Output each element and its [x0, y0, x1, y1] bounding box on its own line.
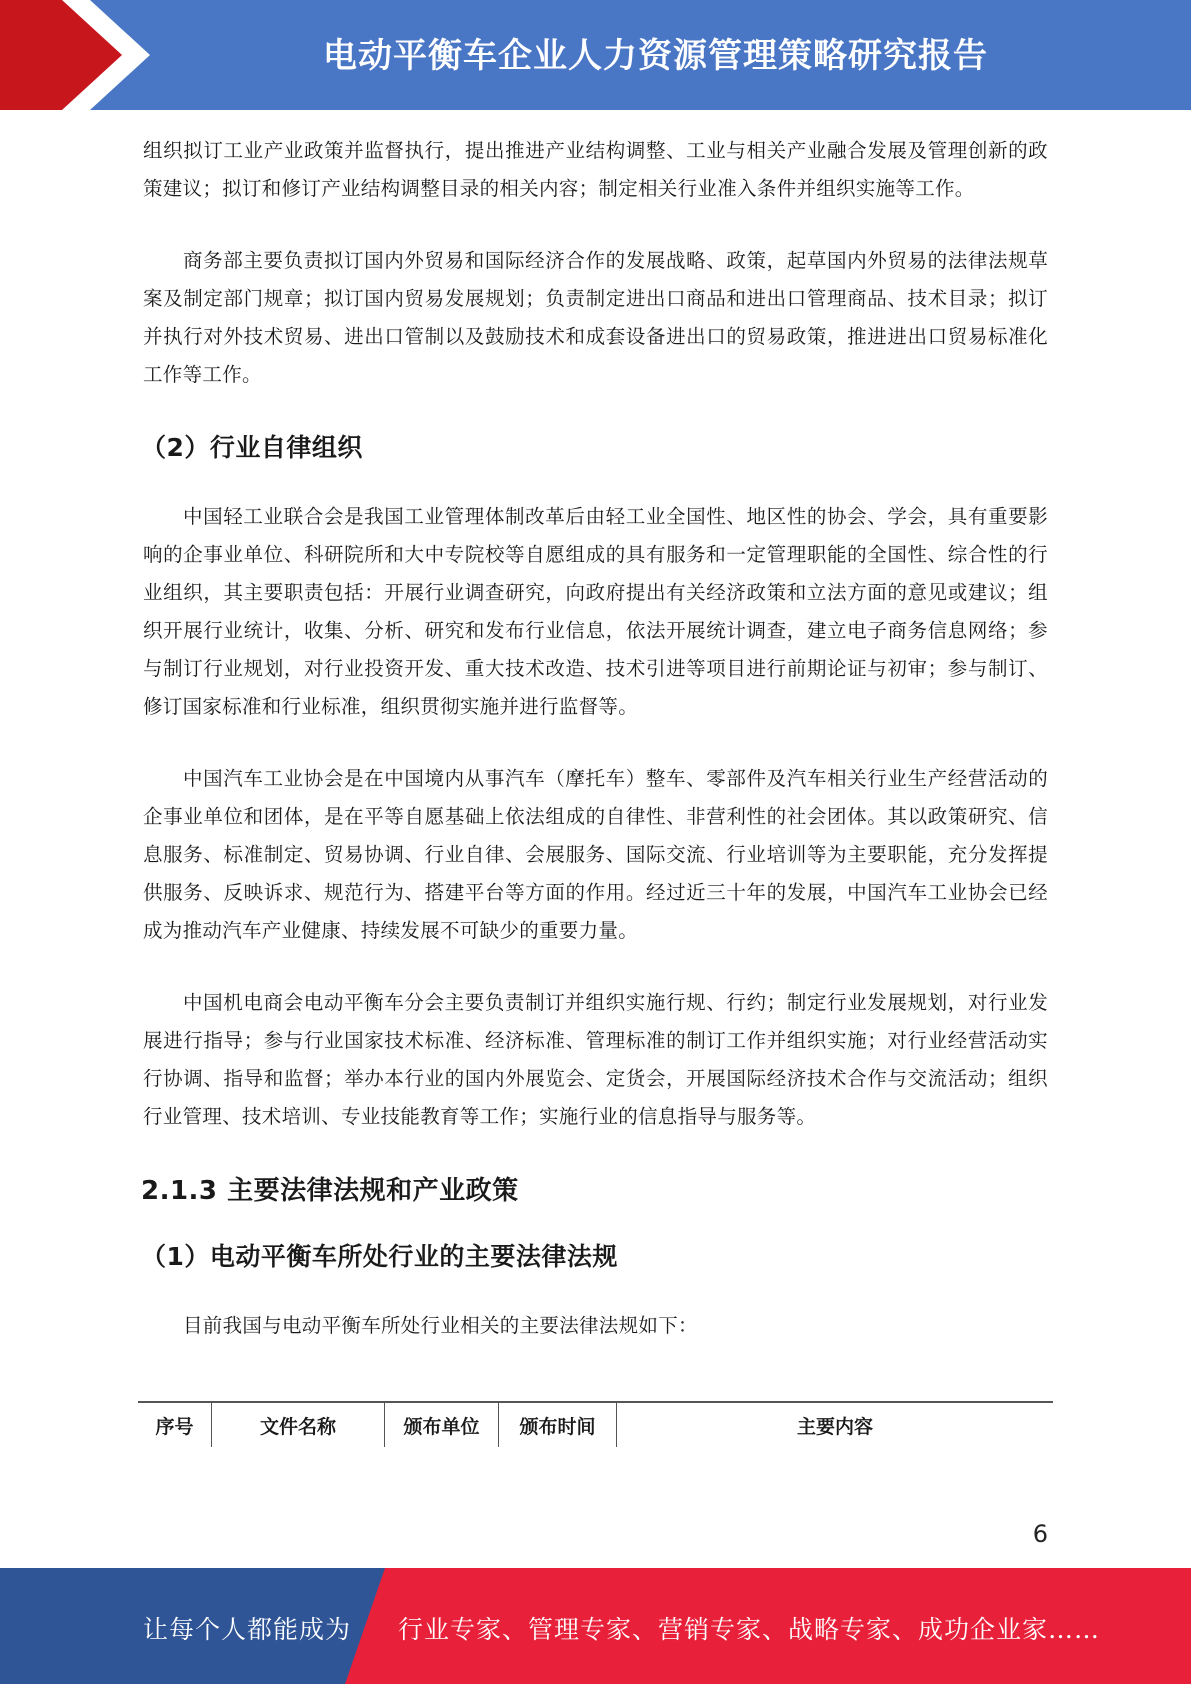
- subheading-main-laws: （1）电动平衡车所处行业的主要法律法规: [141, 1242, 618, 1271]
- paragraph: 中国轻工业联合会是我国工业管理体制改革后由轻工业全国性、地区性的协会、学会，具有重要影响的企事业单位、科研院所和大中专院校等自愿组成的具有服务和一定管理职能的全国性、综合性的行业组织，其主要职责包括：开展行业调查研究，向政府提出有关经济政策和立法方面的意见或建议；组织开展行业统计，收集、分析、研究和发布行业信息，依法开展统计调查，建立电子商务信息网络；参与制订行业规划，对行业投资开发、重大技术改造、技术引进等项目进行前期论证与初审；参与制订、修订国家标准和行业标准，组织贯彻实施并进行监督等。: [143, 505, 1048, 718]
- table-header-cell: 颁布时间: [499, 1402, 617, 1447]
- header-chevron-decoration: [0, 0, 160, 110]
- table-header-row: [138, 1402, 1053, 1447]
- paragraph: 中国机电商会电动平衡车分会主要负责制订并组织实施行规、行约；制定行业发展规划，对行业发展进行指导；参与行业国家技术标准、经济标准、管理标准的制订工作并组织实施；对行业经营活动实行协调、指导和监督；举办本行业的国内外展览会、定货会，开展国际经济技术合作与交流活动；组织行业管理、技术培训、专业技能教育等工作；实施行业的信息指导与服务等。: [143, 991, 1048, 1128]
- table-header-cell: 文件名称: [212, 1402, 385, 1447]
- report-title: 电动平衡车企业人力资源管理策略研究报告: [323, 36, 988, 76]
- table-header-cell: 序号: [138, 1402, 212, 1447]
- page-body: [143, 132, 1048, 1379]
- paragraph: 商务部主要负责拟订国内外贸易和国际经济合作的发展战略、政策，起草国内外贸易的法律法规草案及制定部门规章；拟订国内贸易发展规划；负责制定进出口商品和进出口管理商品、技术目录；拟订并执行对外技术贸易、进出口管制以及鼓励技术和成套设备进出口的贸易政策，推进进出口贸易标准化工作等工作。: [143, 249, 1048, 386]
- paragraph: 组织拟订工业产业政策并监督执行，提出推进产业结构调整、工业与相关产业融合发展及管理创新的政策建议；拟订和修订产业结构调整目录的相关内容；制定相关行业准入条件并组织实施等工作。: [143, 139, 1048, 200]
- table-header-cell: 主要内容: [617, 1402, 1054, 1447]
- page-number: 6: [1032, 1520, 1048, 1548]
- page-footer: [0, 1568, 1191, 1684]
- subheading-self-regulatory-orgs: （2）行业自律组织: [141, 433, 363, 462]
- footer-slogan-right: 行业专家、管理专家、营销专家、战略专家、成功企业家……: [398, 1615, 1101, 1644]
- laws-table: [138, 1401, 1053, 1447]
- paragraph: 目前我国与电动平衡车所处行业相关的主要法律法规如下：: [183, 1314, 698, 1337]
- section-heading: 2.1.3 主要法律法规和产业政策: [141, 1176, 519, 1206]
- page-header: [0, 0, 1191, 110]
- table-header-cell: 颁布单位: [385, 1402, 499, 1447]
- paragraph: 中国汽车工业协会是在中国境内从事汽车（摩托车）整车、零部件及汽车相关行业生产经营活动的企事业单位和团体，是在平等自愿基础上依法组成的自律性、非营利性的社会团体。其以政策研究、信息服务、标准制定、贸易协调、行业自律、会展服务、国际交流、行业培训等为主要职能，充分发挥提供服务、反映诉求、规范行为、搭建平台等方面的作用。经过近三十年的发展，中国汽车工业协会已经成为推动汽车产业健康、持续发展不可缺少的重要力量。: [143, 767, 1048, 942]
- footer-slogan-left: 让每个人都能成为: [143, 1615, 352, 1644]
